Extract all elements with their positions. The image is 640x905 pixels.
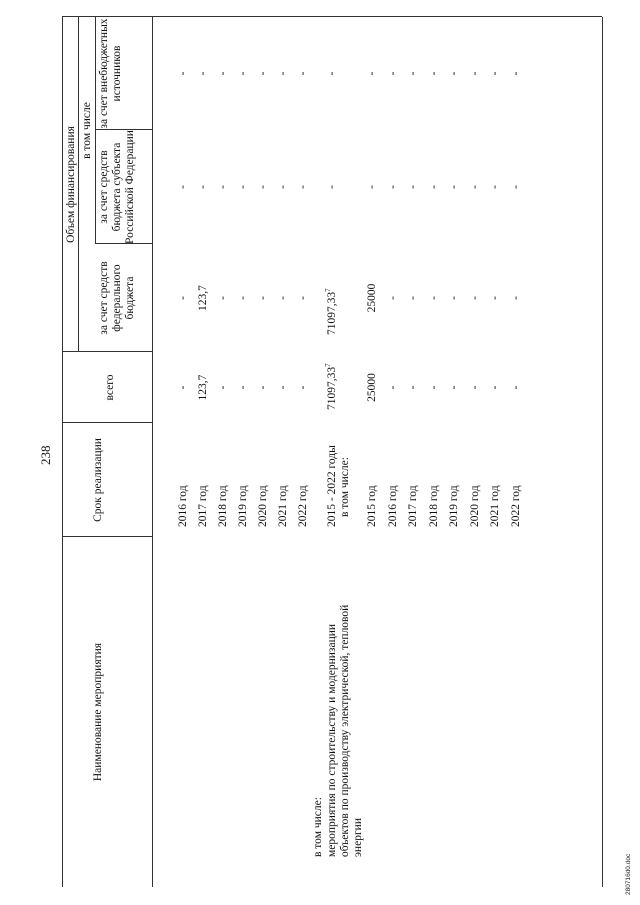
table-right-border [62, 16, 602, 17]
col-divider-1 [62, 536, 152, 537]
cell-total: - [489, 385, 501, 390]
cell-regional: - [237, 185, 249, 189]
including-sub-line [95, 17, 96, 244]
cell-total: - [509, 385, 522, 390]
cell-federal: - [237, 296, 249, 300]
cell-term: 2017 год [197, 485, 209, 527]
measure-term: 2015 - 2022 годы [326, 445, 338, 527]
header-total: всего [104, 374, 116, 401]
page-number: 238 [38, 445, 53, 465]
table-bottom-border [602, 17, 603, 887]
cell-term: 2019 год [237, 485, 249, 527]
measure-name-line-3: энергии [352, 818, 364, 857]
header-federal: за счет средств федерального бюджета [98, 261, 136, 335]
cell-extra: - [177, 71, 189, 76]
cell-term: 2022 год [297, 485, 309, 527]
header-regional: за счет средств бюджета субъекта Российской Федерации [98, 130, 136, 244]
cell-term: 2020 год [257, 485, 269, 527]
cell-term: 2015 год [366, 485, 378, 527]
funding-sub-line [78, 17, 79, 352]
cell-federal: - [386, 296, 399, 300]
header-funding: Объем финансирования [65, 126, 77, 243]
cell-total: - [257, 385, 269, 390]
cell-term: 2016 год [177, 485, 189, 527]
cell-extra: - [489, 71, 501, 76]
cell-total: - [237, 385, 249, 390]
cell-extra: - [448, 71, 460, 76]
cell-regional: - [257, 185, 269, 189]
cell-total: - [468, 385, 481, 390]
cell-regional: - [427, 185, 440, 189]
cell-regional: - [468, 185, 481, 189]
cell-federal: - [177, 296, 189, 300]
cell-term: 2018 год [217, 485, 229, 527]
cell-federal: - [489, 296, 501, 300]
cell-regional: - [217, 185, 229, 189]
cell-extra: - [407, 71, 419, 76]
cell-total: 25000 [366, 373, 378, 402]
cell-extra: - [509, 71, 522, 76]
cell-extra: - [427, 71, 440, 76]
cell-term: 2021 год [277, 485, 289, 527]
cell-extra: - [197, 71, 209, 76]
cell-regional: - [197, 185, 209, 189]
measure-extra: - [326, 71, 338, 76]
measure-name-line-2: объектов по производству электрической, тепловой [339, 604, 351, 857]
cell-total: - [427, 385, 440, 390]
table-top-border [62, 17, 63, 887]
cell-regional: - [366, 185, 378, 189]
cell-term: 2021 год [489, 485, 501, 527]
measure-including: в том числе: [339, 457, 351, 517]
cell-total: - [407, 385, 419, 390]
header-bottom-border [152, 17, 153, 887]
measure-name-line-1: мероприятия по строительству и модернизации [326, 623, 338, 857]
cell-extra: - [386, 71, 399, 76]
cell-federal: 123,7 [197, 285, 209, 311]
cell-extra: - [217, 71, 229, 76]
measure-total: 71097,33$^7$ [324, 363, 338, 410]
header-extra: за счет внебюджетных источников [98, 18, 123, 129]
cell-total: - [217, 385, 229, 390]
cell-federal: - [427, 296, 440, 300]
measure-regional: - [326, 185, 338, 189]
cell-total: 123,7 [197, 374, 209, 401]
cell-regional: - [489, 185, 501, 189]
cell-federal: - [297, 296, 309, 300]
cell-term: 2019 год [448, 485, 460, 527]
cell-total: - [448, 385, 460, 390]
cell-regional: - [448, 185, 460, 189]
cell-federal: - [448, 296, 460, 300]
cell-extra: - [366, 71, 378, 76]
header-name: Наименование мероприятия [92, 642, 104, 782]
measure-federal: 71097,33$^7$ [324, 288, 338, 335]
cell-federal: - [509, 296, 522, 300]
cell-regional: - [509, 185, 522, 189]
cell-term: 2020 год [468, 485, 481, 527]
cell-extra: - [297, 71, 309, 76]
cell-federal: 25000 [366, 283, 378, 313]
cell-extra: - [277, 71, 289, 76]
header-term: Срок реализации [92, 438, 104, 522]
cell-term: 2016 год [386, 485, 399, 527]
file-name: 280716d0.doc [625, 853, 632, 895]
cell-regional: - [297, 185, 309, 189]
cell-regional: - [386, 185, 399, 189]
cell-term: 2018 год [427, 485, 440, 527]
cell-federal: - [217, 296, 229, 300]
cell-regional: - [177, 185, 189, 189]
including-label: в том числе: [312, 797, 324, 857]
cell-total: - [297, 385, 309, 390]
cell-total: - [386, 385, 399, 390]
cell-total: - [177, 385, 189, 390]
cell-federal: - [468, 296, 481, 300]
cell-extra: - [237, 71, 249, 76]
header-including: в том числе [81, 102, 93, 159]
cell-federal: - [277, 296, 289, 300]
cell-term: 2022 год [509, 485, 522, 527]
cell-term: 2017 год [407, 485, 419, 527]
cell-total: - [277, 385, 289, 390]
cell-federal: - [407, 296, 419, 300]
cell-extra: - [468, 71, 481, 76]
cell-federal: - [257, 296, 269, 300]
cell-extra: - [257, 71, 269, 76]
cell-regional: - [407, 185, 419, 189]
cell-regional: - [277, 185, 289, 189]
